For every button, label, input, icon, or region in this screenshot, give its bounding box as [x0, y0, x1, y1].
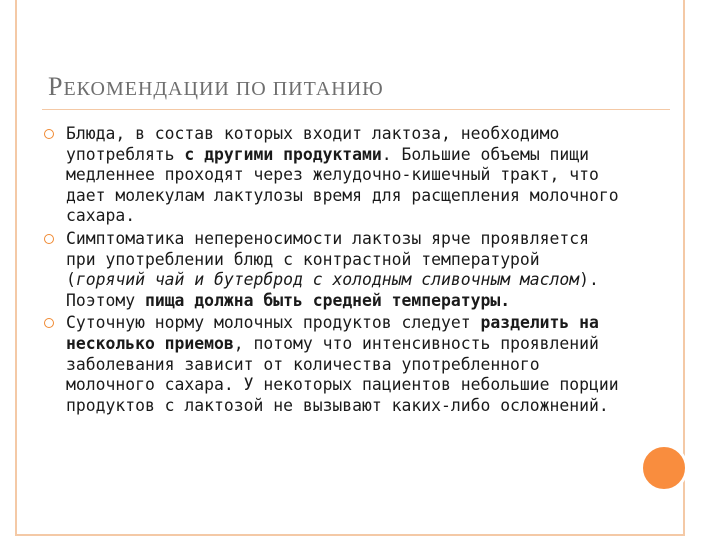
slide-title-initial: Р	[48, 72, 64, 101]
bullet-list	[44, 124, 624, 418]
decorative-circle-icon	[640, 444, 688, 492]
circle-bullet-icon	[44, 318, 54, 328]
bullet-text: , потому что интенсивность проявлений заболевания зависит от количества употребленного молочного сахара. У некоторых пациентов небольшие порции продуктов с лактозой не вызывают каких-либо осложнений.	[66, 333, 619, 415]
slide-title-rest: ЕКОМЕНДАЦИИ ПО ПИТАНИЮ	[63, 78, 384, 100]
bullet-item	[44, 313, 624, 416]
bullet-bold-text: разделить на несколько приемов	[66, 313, 599, 353]
circle-bullet-icon	[44, 234, 54, 244]
bullet-text: . Большие объемы пищи медленнее проходят через желудочно-кишечный тракт, что дает молекулам лактулозы время для расщепления молочного сахара.	[66, 144, 619, 226]
slide-title	[48, 72, 384, 102]
bullet-text: Симптоматика непереносимости лактозы ярче проявляется при употреблении блюд с контрастной температурой (	[66, 228, 590, 290]
bullet-item	[44, 229, 624, 311]
bullet-text: ). Поэтому	[66, 270, 599, 310]
bullet-text: .	[500, 290, 511, 310]
bullet-bold-text: пища должна быть средней температуры	[144, 290, 501, 310]
circle-bullet-icon	[44, 129, 54, 139]
title-divider	[42, 109, 670, 110]
bullet-text: Суточную норму молочных продуктов следует	[66, 313, 481, 333]
bullet-bold-text: с другими продуктами	[184, 144, 382, 164]
bullet-text: Блюда, в состав которых входит лактоза, необходимо употреблять	[66, 124, 560, 164]
bullet-italic-text: горячий чай и бутерброд с холодным сливочным маслом	[75, 270, 580, 290]
bullet-item	[44, 124, 624, 227]
